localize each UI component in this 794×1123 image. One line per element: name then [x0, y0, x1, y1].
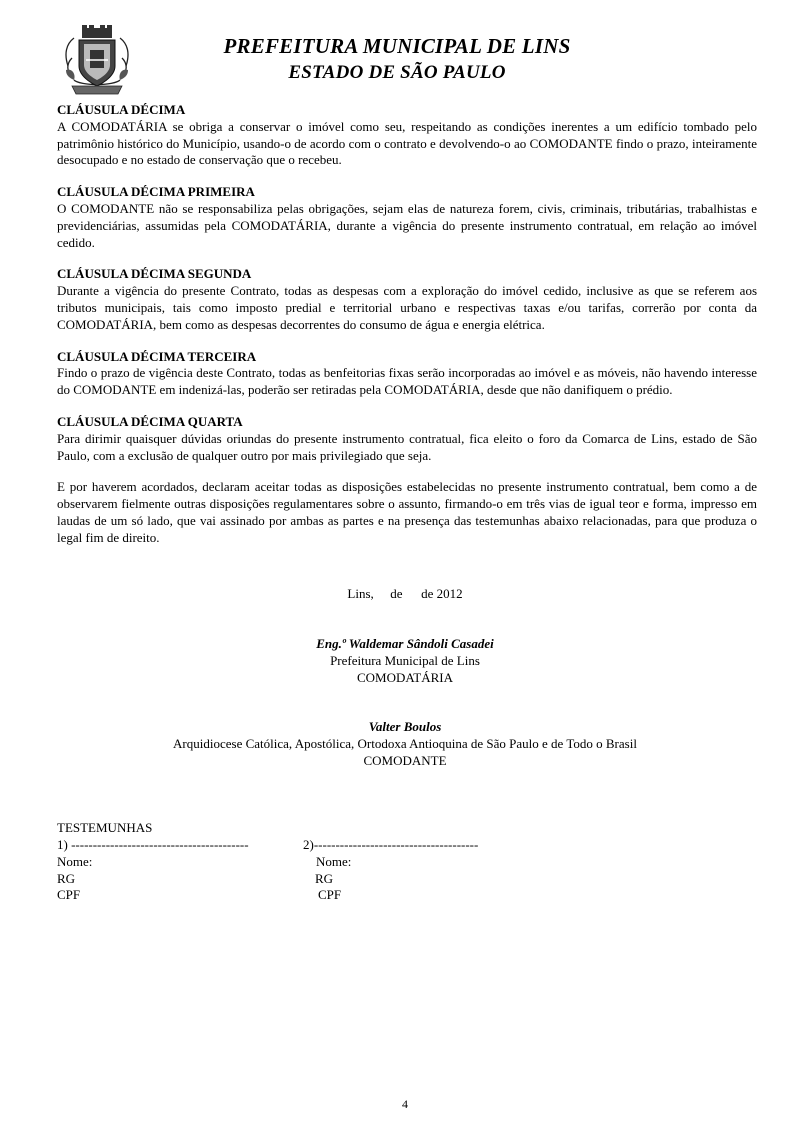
- witness-rg-label: RG: [315, 870, 334, 886]
- clause-text: O COMODANTE não se responsabiliza pelas obrigações, sejam elas de natureza forem, civis, criminais, tributárias, trabalhistas e previdenciárias, assumidas pela COMODATÁRIA, durante a vigência do presente instrumento contratual, em relação ao imóvel cedido.: [57, 200, 757, 250]
- clause-text: Para dirimir quaisquer dúvidas oriundas do presente instrumento contratual, fica eleito o foro da Comarca de Lins, estado de São Paulo, com a exclusão de qualquer outro por mais privilegiado que seja.: [57, 430, 757, 463]
- clause-text: Findo o prazo de vigência deste Contrato, todas as benfeitorias fixas serão incorporadas ao imóvel e as móveis, não havendo interesse do COMODANTE em indenizá-las, poderão ser retiradas pela COMODATÁRIA, desde que não danifiquem o prédio.: [57, 365, 757, 398]
- date-year: de 2012: [421, 586, 463, 601]
- clause-decima: [57, 102, 757, 169]
- witness-2: [303, 837, 553, 904]
- clause-decima-terceira: [57, 349, 757, 399]
- witness-name-label: Nome:: [316, 853, 352, 869]
- date-city: Lins,: [347, 586, 374, 601]
- signature-comodataria: [0, 636, 794, 686]
- witness-signature-line: 1) -----------------------------------------: [57, 837, 249, 852]
- clause-title: CLÁUSULA DÉCIMA TERCEIRA: [57, 348, 257, 364]
- witness-cpf-label: CPF: [318, 887, 342, 903]
- header-subtitle: ESTADO DE SÃO PAULO: [288, 62, 506, 83]
- witnesses-section: [57, 820, 557, 903]
- clause-title: CLÁUSULA DÉCIMA: [57, 102, 186, 117]
- signer-role: COMODATÁRIA: [356, 669, 454, 685]
- signer-name: Eng.º Waldemar Sândoli Casadei: [316, 636, 494, 651]
- witness-signature-line: 2)--------------------------------------: [303, 837, 479, 852]
- clause-text: A COMODATÁRIA se obriga a conservar o imóvel como seu, respeitando as condições inerentes a um edifício tombado pelo patrimônio histórico do Município, usando-o de acordo com o contrato e devolvendo-o ao COMODANTE findo o prazo, inteiramente desocupado e no estado de conservação que o recebeu.: [57, 118, 757, 168]
- witnesses-heading: TESTEMUNHAS: [57, 820, 153, 835]
- clause-title: CLÁUSULA DÉCIMA QUARTA: [57, 413, 243, 429]
- signer-organization: Prefeitura Municipal de Lins: [330, 652, 480, 668]
- signer-role: COMODANTE: [363, 752, 447, 768]
- witness-cpf-label: CPF: [57, 887, 81, 903]
- signer-name: Valter Boulos: [368, 719, 442, 734]
- header-title: PREFEITURA MUNICIPAL DE LINS: [223, 34, 571, 58]
- page-number: 4: [402, 1097, 408, 1111]
- signature-comodante: [0, 719, 794, 769]
- witness-1: [57, 837, 307, 904]
- witness-name-label: Nome:: [57, 853, 93, 869]
- date-line: [0, 586, 794, 602]
- clause-text: Durante a vigência do presente Contrato, todas as despesas com a exploração do imóvel cedido, inclusive as que se referem aos tributos municipais, tais como imposto predial e territorial urbano e respectivas taxas e/ou tarifas, correrão por conta da COMODATÁRIA, bem como as despesas decorrentes do consumo de água e energia elétrica.: [57, 283, 757, 332]
- date-day-de: de: [390, 586, 403, 601]
- contract-body: [57, 102, 757, 547]
- clause-decima-segunda: [57, 266, 757, 333]
- clause-title: CLÁUSULA DÉCIMA SEGUNDA: [57, 266, 252, 282]
- clause-decima-quarta: [57, 414, 757, 464]
- clause-decima-primeira: [57, 184, 757, 251]
- witness-rg-label: RG: [57, 870, 76, 886]
- signer-organization: Arquidiocese Católica, Apostólica, Ortodoxa Antioquina de São Paulo e de Todo o Brasil: [173, 735, 637, 751]
- closing-paragraph: E por haverem acordados, declaram aceitar todas as disposições estabelecidas no presente instrumento contratual, bem como a de observarem fielmente outras disposições regulamentares sobre o assunto, firmando-o em três vias de igual teor e forma, impresso em laudas de um só lado, que vai assinado por ambas as partes e na presença das testemunhas abaixo relacionadas, para que produza o legal fim de direito.: [57, 479, 757, 545]
- clause-title: CLÁUSULA DÉCIMA PRIMEIRA: [57, 184, 255, 200]
